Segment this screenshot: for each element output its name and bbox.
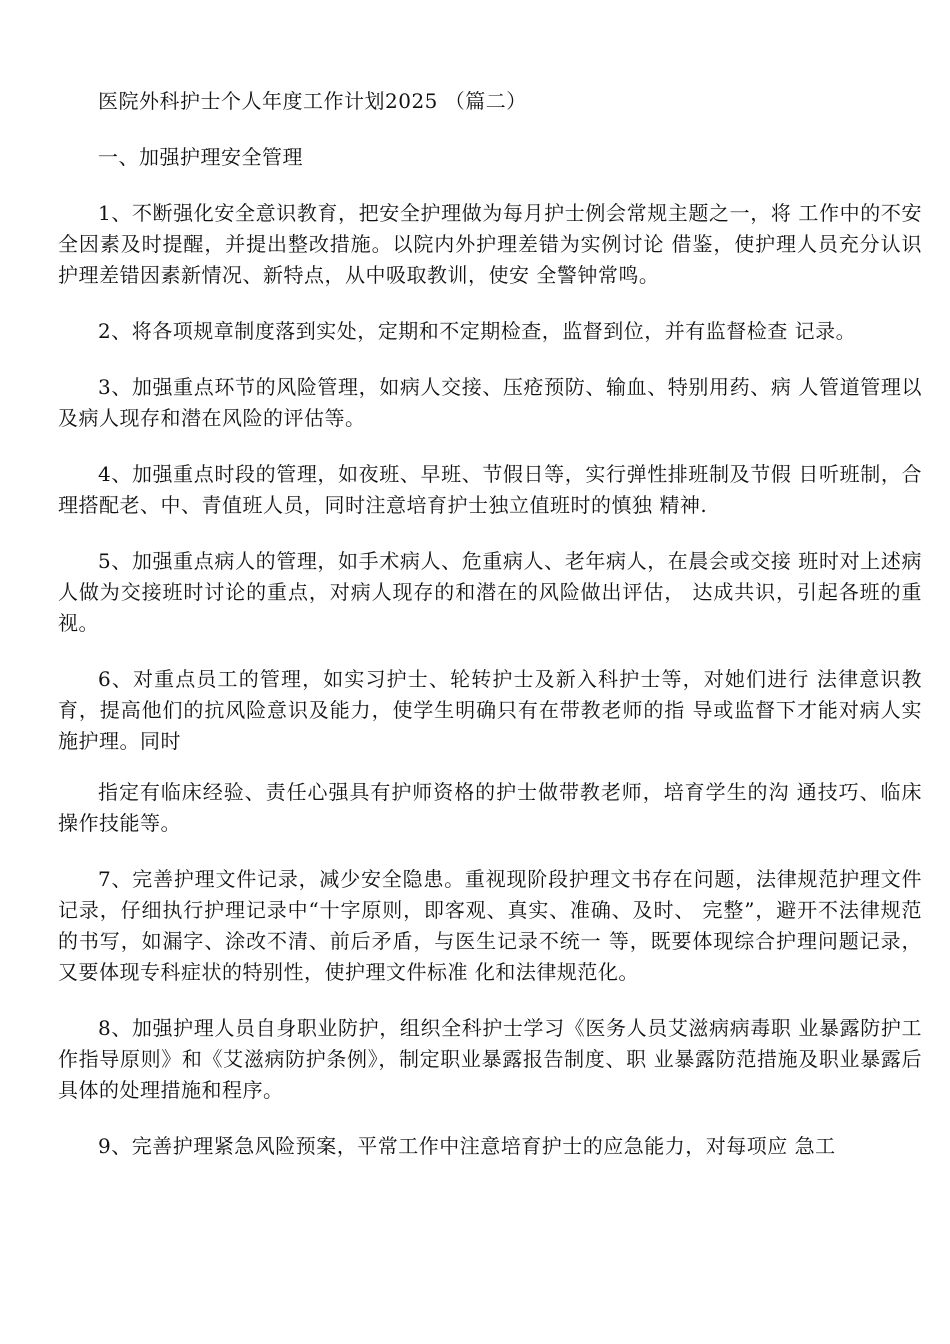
paragraph-item-1: 1、不断强化安全意识教育，把安全护理做为每月护士例会常规主题之一，将 工作中的不安全因素及时提醒，并提出整改措施。以院内外护理差错为实例讨论 借鉴，使护理人员充分认识护理差错因素新情况、新特点，从中吸取教训，使安 全警钟常鸣。 [58,201,922,287]
document-body [58,86,922,1187]
paragraph-item-7: 7、完善护理文件记录，减少安全隐患。重视现阶段护理文书存在问题，法律规范护理文件记录，仔细执行护理记录中“十字原则，即客观、真实、准确、及时、 完整”，避开不法律规范的书写，如漏字、涂改不清、前后矛盾，与医生记录不统一 等，既要体现综合护理问题记录，又要体现专科症状的特别性，使护理文件标准 化和法律规范化。 [58,867,922,984]
paragraph-item-9: 9、完善护理紧急风险预案，平常工作中注意培育护士的应急能力，对每项应 急工 [98,1134,836,1158]
paragraph-item-4: 4、加强重点时段的管理，如夜班、早班、节假日等，实行弹性排班制及节假 日听班制，合理搭配老、中、青值班人员，同时注意培育护士独立值班时的慎独 精神. [58,462,922,517]
paragraph-item-5: 5、加强重点病人的管理，如手术病人、危重病人、老年病人，在晨会或交接 班时对上述病人做为交接班时讨论的重点，对病人现存的和潜在的风险做出评估， 达成共识，引起各班的重视。 [58,549,922,635]
section-heading: 一、加强护理安全管理 [98,145,303,169]
paragraph-item-6-continued: 指定有临床经验、责任心强具有护师资格的护士做带教老师，培育学生的沟 通技巧、临床操作技能等。 [58,780,922,835]
paragraph-item-2: 2、将各项规章制度落到实处，定期和不定期检查，监督到位，并有监督检查 记录。 [98,319,857,343]
paragraph-item-8: 8、加强护理人员自身职业防护，组织全科护士学习《医务人员艾滋病病毒职 业暴露防护工作指导原则》和《艾滋病防护条例》，制定职业暴露报告制度、职 业暴露防范措施及职业暴露后具体的处理措施和程序。 [58,1016,922,1102]
paragraph-item-6: 6、对重点员工的管理，如实习护士、轮转护士及新入科护士等，对她们进行 法律意识教育，提高他们的抗风险意识及能力，使学生明确只有在带教老师的指 导或监督下才能对病人实施护理。同时 [58,667,922,753]
document-title: 医院外科护士个人年度工作计划2025 （篇二） [98,89,527,113]
paragraph-item-3: 3、加强重点环节的风险管理，如病人交接、压疮预防、输血、特别用药、病 人管道管理以及病人现存和潜在风险的评估等。 [58,375,922,430]
